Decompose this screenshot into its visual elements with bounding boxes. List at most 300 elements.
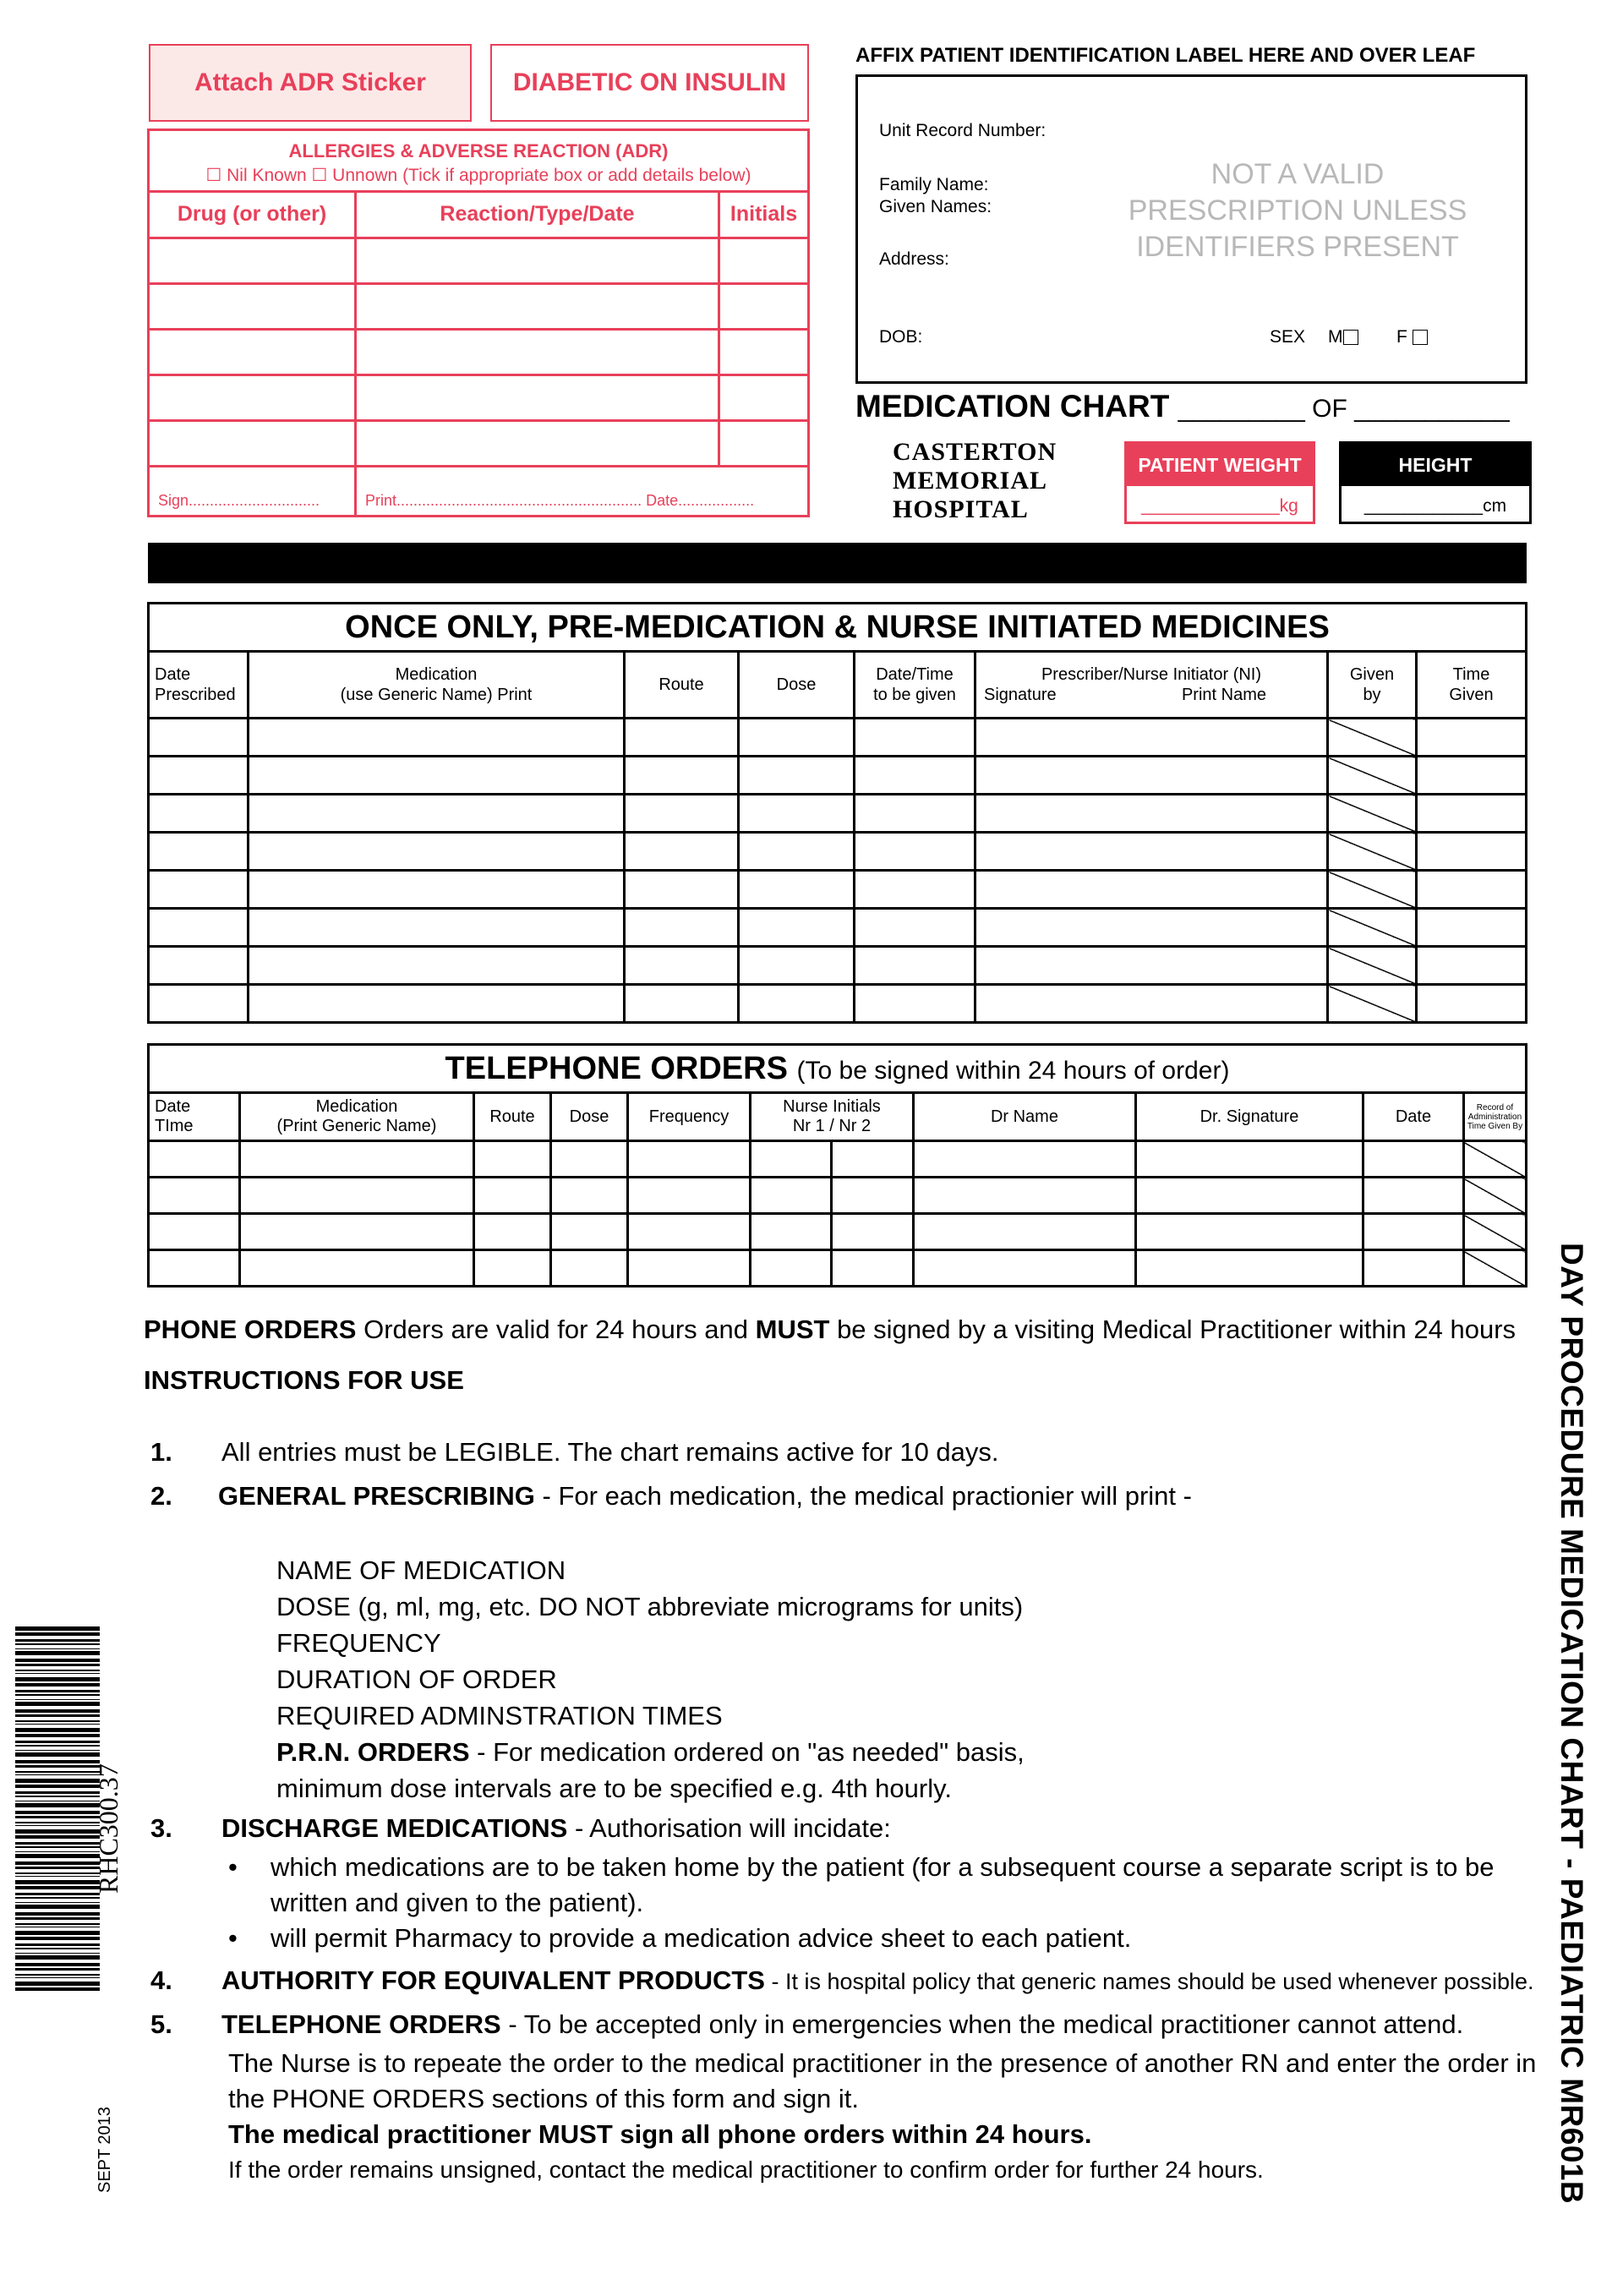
telephone-order-cell[interactable] [240, 1250, 474, 1287]
once-only-cell[interactable] [1417, 985, 1527, 1023]
barcode-bar [15, 1987, 100, 1991]
col-print-name: Print Name [1181, 686, 1266, 704]
col-medication: Medication (Print Generic Name) [240, 1093, 474, 1141]
col-drug: Drug (or other) [149, 191, 356, 238]
col-record-admin: Record of Administration Time Given By [1463, 1093, 1526, 1141]
barcode-bar [15, 1953, 100, 1954]
once-only-cell[interactable] [1417, 947, 1527, 985]
once-only-cell[interactable] [975, 719, 1328, 757]
telephone-order-cell[interactable] [913, 1250, 1135, 1287]
height-field[interactable]: ____________cm [1363, 496, 1507, 516]
prescribing-item: REQUIRED ADMINSTRATION TIMES [276, 1701, 723, 1730]
allergy-cell[interactable] [719, 283, 809, 329]
allergy-row [149, 420, 809, 466]
col-date-time: Date/Time to be given [855, 652, 975, 719]
medication-chart-title [855, 389, 1510, 424]
once-only-cell[interactable] [1417, 833, 1527, 871]
vertical-title-text: DAY PROCEDURE MEDICATION CHART - PAEDIATRIC MR601B [1555, 1243, 1589, 2205]
once-only-cell[interactable] [739, 947, 855, 985]
barcode-bar [15, 1846, 100, 1848]
barcode-bar [15, 1779, 100, 1783]
barcode-bar [15, 1842, 100, 1845]
telephone-order-row [149, 1214, 1527, 1250]
telephone-order-cell[interactable] [913, 1141, 1135, 1178]
item-number: 4. [150, 1965, 172, 1995]
once-only-cell[interactable] [249, 871, 625, 909]
instruction-5-detail [228, 2046, 1536, 2188]
allergy-cell[interactable] [149, 329, 356, 374]
patient-id-box[interactable] [855, 74, 1527, 384]
once-only-cell[interactable] [739, 795, 855, 833]
once-only-cell[interactable] [149, 947, 249, 985]
page-of-field[interactable]: _________ OF ___________ [1178, 395, 1510, 423]
telephone-order-cell[interactable] [240, 1214, 474, 1250]
prescribing-item: P.R.N. ORDERS - For medication ordered on "as needed" basis, [276, 1737, 1025, 1767]
record-admin-cell[interactable] [1463, 1214, 1526, 1250]
medication-chart-label: MEDICATION CHART [855, 389, 1170, 424]
allergy-cell[interactable] [719, 420, 809, 466]
telephone-order-cell[interactable] [832, 1214, 913, 1250]
barcode-bar [15, 1861, 100, 1865]
barcode-bar [15, 1822, 100, 1823]
once-only-cell[interactable] [249, 757, 625, 795]
barcode-bar [15, 1948, 100, 1949]
once-only-row [149, 757, 1527, 795]
once-only-cell[interactable] [739, 871, 855, 909]
urn-label: Unit Record Number: [879, 121, 1046, 140]
prescribing-item: DOSE (g, ml, mg, etc. DO NOT abbreviate micrograms for units) [276, 1592, 1024, 1621]
telephone-order-cell[interactable] [1363, 1214, 1463, 1250]
col-dr-signature: Dr. Signature [1135, 1093, 1363, 1141]
telephone-order-cell[interactable] [240, 1178, 474, 1214]
address-label: Address: [879, 249, 949, 269]
instruction-4: AUTHORITY FOR EQUIVALENT PRODUCTS - It is hospital policy that generic names should be used whenever possible. [221, 1965, 1534, 1995]
allergy-cell[interactable] [149, 238, 356, 283]
telephone-order-cell[interactable] [751, 1214, 832, 1250]
once-only-row [149, 795, 1527, 833]
barcode-bar [15, 1876, 100, 1877]
discharge-bullets [228, 1850, 1495, 1956]
once-only-title: ONCE ONLY, PRE-MEDICATION & NURSE INITIATED MEDICINES [149, 604, 1527, 652]
once-only-cell[interactable] [249, 833, 625, 871]
form-date: SEPT 2013 [96, 2107, 114, 2193]
hospital-name-line: MEMORIAL [893, 467, 1047, 495]
bullet-continuation: written and given to the patient). [270, 1888, 644, 1917]
barcode-bar [15, 1917, 100, 1920]
allergy-cell[interactable] [719, 374, 809, 420]
prescribing-item: minimum dose intervals are to be specified e.g. 4th hourly. [276, 1774, 952, 1803]
barcode-bar [15, 1974, 100, 1976]
barcode-bar [15, 1670, 100, 1671]
barcode-bar [15, 1714, 100, 1717]
prescribing-item: DURATION OF ORDER [276, 1665, 557, 1694]
instruction-line: The medical practitioner MUST sign all phone orders within 24 hours. [228, 2119, 1092, 2149]
allergy-sign-field[interactable]: Sign............................... [149, 466, 356, 516]
telephone-order-cell[interactable] [628, 1141, 751, 1178]
given-by-cell[interactable] [1328, 985, 1417, 1023]
telephone-order-cell[interactable] [832, 1178, 913, 1214]
allergy-row [149, 329, 809, 374]
col-medication: Medication (use Generic Name) Print [249, 652, 625, 719]
telephone-order-cell[interactable] [1135, 1214, 1363, 1250]
height-label: HEIGHT [1342, 444, 1529, 486]
once-only-cell[interactable] [975, 985, 1328, 1023]
telephone-order-row [149, 1178, 1527, 1214]
allergy-cell[interactable] [356, 374, 719, 420]
barcode-bar [15, 1796, 100, 1797]
given-by-cell[interactable] [1328, 719, 1417, 757]
allergy-cell[interactable] [149, 374, 356, 420]
once-only-cell[interactable] [1417, 909, 1527, 947]
item-number: 2. [150, 1481, 172, 1511]
telephone-order-cell[interactable] [474, 1214, 551, 1250]
once-only-cell[interactable] [975, 833, 1328, 871]
telephone-order-cell[interactable] [832, 1250, 913, 1287]
patient-weight-field[interactable]: ______________kg [1141, 496, 1298, 516]
once-only-cell[interactable] [975, 947, 1328, 985]
once-only-cell[interactable] [249, 985, 625, 1023]
once-only-cell[interactable] [855, 795, 975, 833]
barcode-bar [15, 1968, 100, 1971]
barcode-bar [15, 1774, 100, 1775]
once-only-row [149, 909, 1527, 947]
once-only-cell[interactable] [1417, 871, 1527, 909]
once-only-cell[interactable] [149, 985, 249, 1023]
barcode-bar [15, 1673, 100, 1674]
barcode-bar [15, 1659, 100, 1662]
bullet-item: • which medications are to be taken home by the patient (for a subsequent course a separate script is to be [228, 1852, 1495, 1882]
col-dose: Dose [739, 652, 855, 719]
once-only-row [149, 871, 1527, 909]
once-only-cell[interactable] [739, 985, 855, 1023]
barcode-bar [15, 1931, 100, 1935]
instruction-1: All entries must be LEGIBLE. The chart remains active for 10 days. [221, 1437, 999, 1467]
telephone-order-cell[interactable] [913, 1178, 1135, 1214]
col-date-prescribed: Date Prescribed [149, 652, 249, 719]
barcode-bar [15, 1720, 100, 1722]
patient-weight-label: PATIENT WEIGHT [1127, 444, 1313, 486]
once-only-cell[interactable] [625, 757, 739, 795]
barcode-bar [15, 1632, 100, 1636]
instruction-2: GENERAL PRESCRIBING - For each medication, the medical practionier will print - [218, 1481, 1192, 1511]
telephone-order-cell[interactable] [628, 1178, 751, 1214]
family-name-label: Family Name: [879, 175, 989, 194]
hospital-name-line: CASTERTON [893, 438, 1057, 466]
once-only-section [147, 602, 1527, 1024]
telephone-order-cell[interactable] [913, 1214, 1135, 1250]
item-number: 3. [150, 1813, 172, 1843]
telephone-order-cell[interactable] [474, 1141, 551, 1178]
sex-m-option[interactable] [1328, 327, 1358, 347]
col-dr-name: Dr Name [913, 1093, 1135, 1141]
barcode-bar [15, 1765, 100, 1768]
telephone-order-cell[interactable] [1363, 1250, 1463, 1287]
once-only-cell[interactable] [625, 795, 739, 833]
once-only-cell[interactable] [855, 947, 975, 985]
telephone-order-cell[interactable] [551, 1214, 628, 1250]
barcode-bar [15, 1923, 100, 1925]
barcode-bar [15, 1771, 100, 1773]
once-only-cell[interactable] [149, 909, 249, 947]
col-dose: Dose [551, 1093, 628, 1141]
phone-orders-note: PHONE ORDERS Orders are valid for 24 hours and MUST be signed by a visiting Medical Practitioner within 24 hours [144, 1315, 1516, 1344]
height-box[interactable] [1339, 441, 1532, 524]
once-only-cell[interactable] [1417, 757, 1527, 795]
once-only-cell[interactable] [625, 833, 739, 871]
telephone-order-cell[interactable] [1135, 1141, 1363, 1178]
telephone-order-cell[interactable] [474, 1178, 551, 1214]
barcode-bar [15, 1872, 100, 1874]
col-prescriber: Prescriber/Nurse Initiator (NI) Signature Print Name [975, 652, 1328, 719]
allergy-cell[interactable] [356, 238, 719, 283]
barcode-bar [15, 1816, 100, 1818]
allergy-cell[interactable] [356, 420, 719, 466]
given-by-cell[interactable] [1328, 795, 1417, 833]
bullet-item: • will permit Pharmacy to provide a medication advice sheet to each patient. [228, 1923, 1132, 1953]
prescribing-item: FREQUENCY [276, 1628, 441, 1658]
barcode-bar [15, 1651, 100, 1655]
given-by-cell[interactable] [1328, 833, 1417, 871]
barcode-bar [15, 1825, 100, 1826]
allergy-title: ALLERGIES & ADVERSE REACTION (ADR) [288, 140, 669, 161]
barcode-bar [15, 1977, 100, 1978]
telephone-order-cell[interactable] [751, 1141, 832, 1178]
telephone-order-cell[interactable] [149, 1178, 240, 1214]
patient-weight-box[interactable] [1124, 441, 1315, 524]
col-date: Date [1363, 1093, 1463, 1141]
allergy-cell[interactable] [356, 283, 719, 329]
telephone-orders-title: TELEPHONE ORDERS (To be signed within 24 hours of order) [149, 1045, 1527, 1093]
affix-label-heading: AFFIX PATIENT IDENTIFICATION LABEL HERE AND OVER LEAF [855, 44, 1476, 67]
col-date-time: Date TIme [149, 1093, 240, 1141]
once-only-cell[interactable] [1417, 795, 1527, 833]
allergy-row [149, 238, 809, 283]
barcode-bar [15, 1694, 100, 1696]
telephone-order-cell[interactable] [1135, 1250, 1363, 1287]
telephone-orders-section [147, 1043, 1527, 1287]
prescribing-item: NAME OF MEDICATION [276, 1555, 566, 1585]
allergy-row [149, 374, 809, 420]
barcode-bar [15, 1829, 100, 1834]
once-only-cell[interactable] [855, 833, 975, 871]
barcode-bar [15, 1803, 100, 1807]
col-reaction: Reaction/Type/Date [356, 191, 719, 238]
once-only-cell[interactable] [855, 909, 975, 947]
once-only-cell[interactable] [855, 719, 975, 757]
barcode-bar [15, 1851, 100, 1852]
once-only-cell[interactable] [249, 909, 625, 947]
once-only-cell[interactable] [149, 757, 249, 795]
barcode-bar [15, 1897, 100, 1899]
once-only-row [149, 985, 1527, 1023]
sex-f-option[interactable] [1396, 327, 1428, 347]
instruction-3: DISCHARGE MEDICATIONS - Authorisation will incidate: [221, 1813, 891, 1843]
hospital-name-line: HOSPITAL [893, 495, 1029, 523]
barcode-bar [15, 1734, 100, 1737]
barcode-bar [15, 1905, 100, 1909]
once-only-cell[interactable] [249, 795, 625, 833]
once-only-cell[interactable] [739, 757, 855, 795]
allergy-row [149, 283, 809, 329]
once-only-row [149, 833, 1527, 871]
barcode-bar [15, 1745, 100, 1747]
diabetic-on-insulin-box: DIABETIC ON INSULIN [490, 44, 809, 122]
telephone-order-cell[interactable] [551, 1250, 628, 1287]
instruction-line: The Nurse is to repeate the order to the medical practitioner in the presence of another RN and enter the order in [228, 2048, 1537, 2078]
once-only-row [149, 947, 1527, 985]
barcode-bar [15, 1709, 100, 1713]
once-only-cell[interactable] [739, 833, 855, 871]
item-number: 1. [150, 1437, 172, 1467]
not-valid-line: IDENTIFIERS PRESENT [1136, 231, 1459, 263]
barcode-bar [15, 1902, 100, 1903]
sex-m-checkbox[interactable] [1343, 330, 1358, 345]
once-only-cell[interactable] [149, 795, 249, 833]
once-only-cell[interactable] [975, 757, 1328, 795]
telephone-order-row [149, 1250, 1527, 1287]
allergy-cell[interactable] [356, 329, 719, 374]
telephone-order-cell[interactable] [1135, 1178, 1363, 1214]
once-only-cell[interactable] [625, 985, 739, 1023]
barcode-bar [15, 1664, 100, 1666]
telephone-order-cell[interactable] [751, 1250, 832, 1287]
barcode-bar [15, 1702, 100, 1706]
barcode-bar [15, 1854, 100, 1858]
barcode-bar [15, 1955, 100, 1960]
telephone-order-cell[interactable] [628, 1250, 751, 1287]
hospital-logo [893, 438, 1057, 524]
col-time-given: Time Given [1417, 652, 1527, 719]
col-route: Route [474, 1093, 551, 1141]
barcode-bar [15, 1639, 100, 1642]
barcode-bar [15, 1791, 100, 1794]
allergy-print-field[interactable]: Print.......................................................... Date.................. [356, 466, 809, 516]
telephone-order-cell[interactable] [149, 1214, 240, 1250]
instruction-line: If the order remains unsigned, contact the medical practitioner to confirm order for further 24 hours. [228, 2157, 1264, 2183]
barcode-bar [15, 1943, 100, 1946]
allergy-cell[interactable] [719, 238, 809, 283]
col-route: Route [625, 652, 739, 719]
barcode-bar [15, 1724, 100, 1725]
instructions-heading: INSTRUCTIONS FOR USE [144, 1365, 464, 1395]
vertical-form-title [1538, 1243, 1606, 2257]
telephone-order-cell[interactable] [628, 1214, 751, 1250]
barcode-bar [15, 1912, 100, 1916]
given-by-cell[interactable] [1328, 757, 1417, 795]
instruction-5: TELEPHONE ORDERS - To be accepted only in emergencies when the medical practitioner cannot attend. [221, 2009, 1464, 2039]
allergy-cell[interactable] [719, 329, 809, 374]
allergy-header [149, 130, 809, 192]
telephone-order-cell[interactable] [149, 1141, 240, 1178]
record-admin-cell[interactable] [1463, 1178, 1526, 1214]
once-only-cell[interactable] [625, 909, 739, 947]
col-given-by: Given by [1328, 652, 1417, 719]
barcode-bar [15, 1963, 100, 1966]
form-code: RHC300.37 [93, 1763, 123, 1894]
barcode-icon [15, 1626, 100, 1992]
telephone-order-cell[interactable] [474, 1250, 551, 1287]
col-nurse-initials: Nurse Initials Nr 1 / Nr 2 [751, 1093, 914, 1141]
barcode-bar [15, 1760, 100, 1763]
col-signature: Signature [984, 686, 1057, 704]
barcode-bar [15, 1982, 100, 1986]
record-admin-cell[interactable] [1463, 1141, 1526, 1178]
instruction-line: the PHONE ORDERS sections of this form and sign it. [228, 2084, 859, 2113]
barcode-bar [15, 1750, 100, 1751]
sex-label: SEX [1270, 327, 1306, 347]
given-by-cell[interactable] [1328, 871, 1417, 909]
once-only-cell[interactable] [1417, 719, 1527, 757]
allergy-subtitle: ☐ Nil Known ☐ Unnown (Tick if appropriate box or add details below) [205, 165, 751, 185]
barcode-bar [15, 1677, 100, 1681]
telephone-order-cell[interactable] [832, 1141, 913, 1178]
telephone-order-row [149, 1141, 1527, 1178]
allergy-cell[interactable] [149, 283, 356, 329]
given-names-label: Given Names: [879, 197, 992, 216]
once-only-cell[interactable] [625, 719, 739, 757]
dob-label: DOB: [879, 327, 923, 347]
once-only-cell[interactable] [149, 871, 249, 909]
barcode-bar [15, 1811, 100, 1814]
divider-bar [148, 543, 1527, 583]
once-only-cell[interactable] [975, 871, 1328, 909]
not-valid-notice [1078, 156, 1517, 265]
once-only-cell[interactable] [249, 719, 625, 757]
item-number: 5. [150, 2009, 172, 2039]
once-only-cell[interactable] [975, 795, 1328, 833]
barcode-bar [15, 1880, 100, 1884]
barcode-bar [15, 1690, 100, 1692]
allergy-cell[interactable] [149, 420, 356, 466]
barcode-bar [15, 1728, 100, 1732]
sex-f-checkbox[interactable] [1413, 330, 1428, 345]
telephone-order-cell[interactable] [149, 1250, 240, 1287]
barcode-bar [15, 1683, 100, 1686]
adr-sticker-box: Attach ADR Sticker [149, 44, 472, 122]
telephone-order-cell[interactable] [1363, 1178, 1463, 1214]
once-only-cell[interactable] [249, 947, 625, 985]
once-only-cell[interactable] [149, 833, 249, 871]
telephone-order-cell[interactable] [1363, 1141, 1463, 1178]
once-only-cell[interactable] [855, 985, 975, 1023]
given-by-cell[interactable] [1328, 947, 1417, 985]
record-admin-cell[interactable] [1463, 1250, 1526, 1287]
telephone-order-cell[interactable] [551, 1178, 628, 1214]
not-valid-line: PRESCRIPTION UNLESS [1128, 194, 1467, 227]
once-only-cell[interactable] [855, 757, 975, 795]
once-only-cell[interactable] [739, 719, 855, 757]
telephone-order-cell[interactable] [751, 1178, 832, 1214]
barcode-bar [15, 1752, 100, 1757]
once-only-cell[interactable] [625, 947, 739, 985]
col-frequency: Frequency [628, 1093, 751, 1141]
once-only-row [149, 719, 1527, 757]
telephone-order-cell[interactable] [240, 1141, 474, 1178]
prescribing-list [276, 1552, 1025, 1807]
once-only-cell[interactable] [149, 719, 249, 757]
sex-f-label: F [1396, 327, 1407, 347]
telephone-order-cell[interactable] [551, 1141, 628, 1178]
once-only-cell[interactable] [855, 871, 975, 909]
once-only-cell[interactable] [739, 909, 855, 947]
sex-m-label: M [1328, 327, 1343, 347]
given-by-cell[interactable] [1328, 909, 1417, 947]
barcode-bar [15, 1867, 100, 1869]
once-only-cell[interactable] [975, 909, 1328, 947]
once-only-cell[interactable] [625, 871, 739, 909]
barcode-bar [15, 1893, 100, 1895]
barcode-bar [15, 1648, 100, 1649]
